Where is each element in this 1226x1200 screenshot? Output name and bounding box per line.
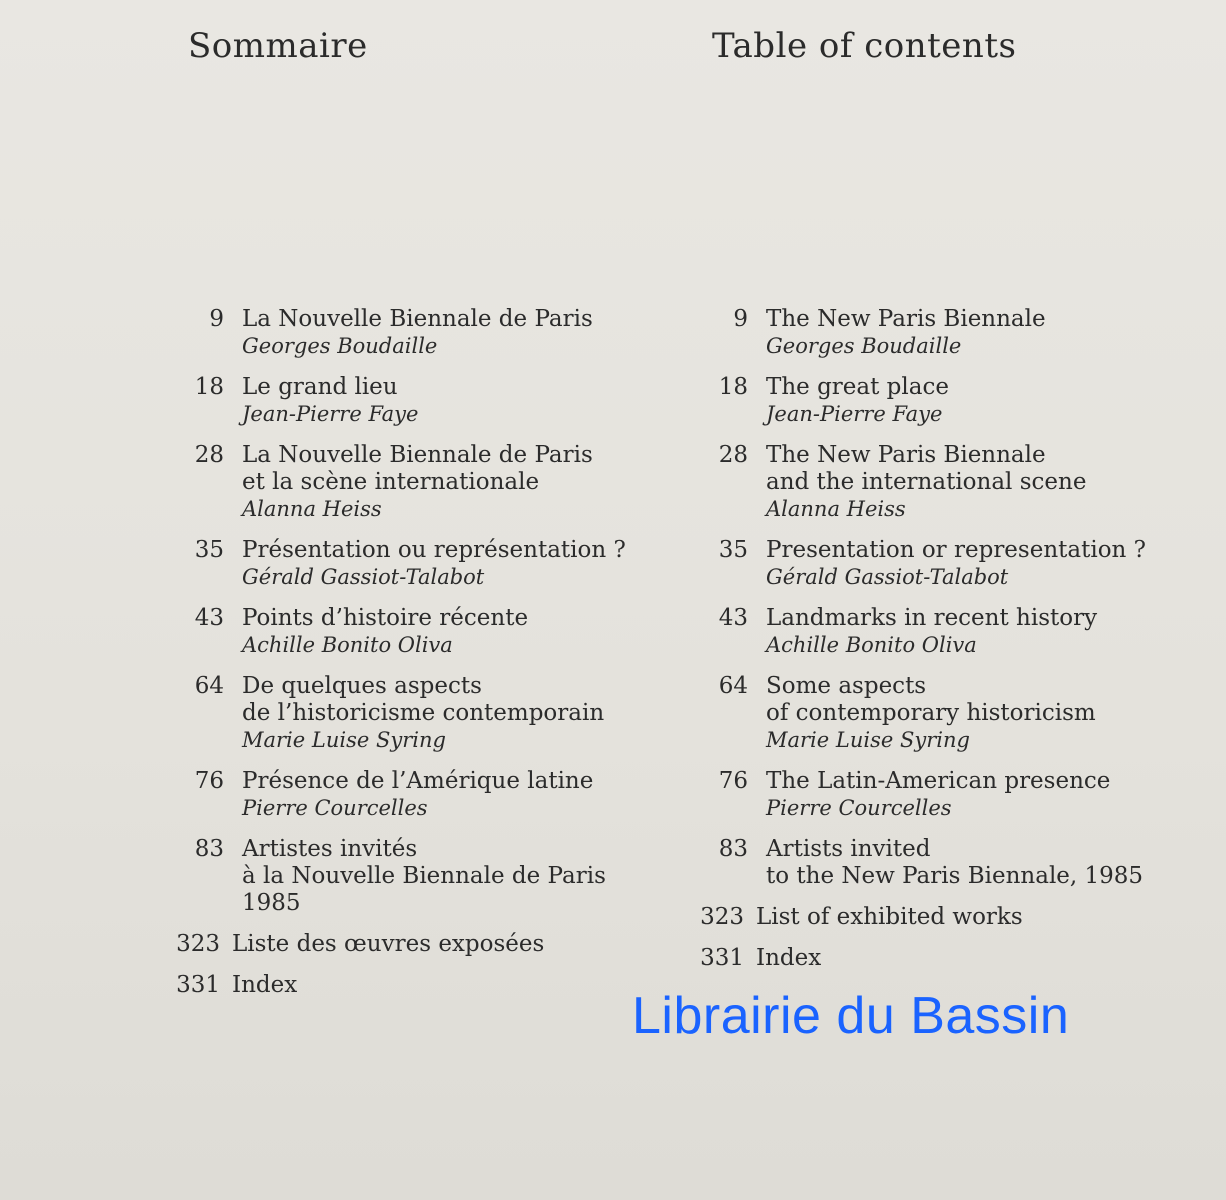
entry-title-line: Some aspects xyxy=(766,673,927,699)
toc-entry xyxy=(170,537,650,591)
toc-entry xyxy=(694,673,1174,754)
entry-body xyxy=(242,836,650,917)
entry-body xyxy=(242,306,650,360)
entry-title-line: Index xyxy=(756,945,822,971)
entry-title-line: to the New Paris Biennale, 1985 xyxy=(766,863,1144,889)
entry-author: Pierre Courcelles xyxy=(766,796,952,820)
entry-author: Alanna Heiss xyxy=(242,497,382,521)
entry-author: Alanna Heiss xyxy=(766,497,906,521)
entry-body xyxy=(766,537,1174,591)
page-number: 18 xyxy=(194,374,224,400)
page-number: 83 xyxy=(718,836,748,862)
entry-body xyxy=(766,374,1174,428)
english-toc-list xyxy=(694,306,1174,986)
entry-author: Gérald Gassiot-Talabot xyxy=(242,565,485,589)
entry-body xyxy=(766,605,1174,659)
entry-body xyxy=(242,537,650,591)
entry-title-line: The great place xyxy=(766,374,949,400)
toc-entry xyxy=(170,673,650,754)
entry-title-line: Le grand lieu xyxy=(242,374,398,400)
entry-title-line: The Latin-American presence xyxy=(766,768,1111,794)
english-toc-title: Table of contents xyxy=(712,26,1017,66)
entry-body xyxy=(756,904,1174,931)
entry-title-line: List of exhibited works xyxy=(756,904,1023,930)
entry-author: Jean-Pierre Faye xyxy=(242,402,419,426)
entry-title-line: De quelques aspects xyxy=(242,673,482,699)
entry-body xyxy=(242,442,650,523)
page-number: 323 xyxy=(176,931,220,957)
entry-title-line: et la scène internationale xyxy=(242,469,540,495)
toc-entry xyxy=(694,537,1174,591)
entry-body xyxy=(766,673,1174,754)
entry-body xyxy=(232,972,650,999)
toc-entry xyxy=(170,931,650,958)
page-number: 28 xyxy=(194,442,224,468)
entry-author: Pierre Courcelles xyxy=(242,796,428,820)
page-number: 76 xyxy=(718,768,748,794)
french-toc-list xyxy=(170,306,650,1013)
entry-author: Achille Bonito Oliva xyxy=(766,633,977,657)
entry-author: Marie Luise Syring xyxy=(766,728,970,752)
entry-title-line: The New Paris Biennale xyxy=(766,306,1046,332)
entry-title-line: Liste des œuvres exposées xyxy=(232,931,545,957)
french-toc-title: Sommaire xyxy=(188,26,368,66)
entry-author: Marie Luise Syring xyxy=(242,728,446,752)
entry-title-line: Artistes invités xyxy=(242,836,418,862)
entry-body xyxy=(766,836,1174,890)
entry-title-line: Index xyxy=(232,972,298,998)
entry-title-line: Présence de l’Amérique latine xyxy=(242,768,594,794)
toc-entry xyxy=(170,836,650,917)
entry-title-line: The New Paris Biennale xyxy=(766,442,1046,468)
page-number: 323 xyxy=(700,904,744,930)
entry-author: Georges Boudaille xyxy=(242,334,438,358)
page-number: 43 xyxy=(194,605,224,631)
entry-author: Gérald Gassiot-Talabot xyxy=(766,565,1009,589)
entry-title-line: de l’historicisme contemporain xyxy=(242,700,605,726)
toc-entry xyxy=(170,972,650,999)
page-number: 18 xyxy=(718,374,748,400)
entry-title-line: Artists invited xyxy=(766,836,931,862)
toc-entry xyxy=(694,836,1174,890)
entry-body xyxy=(766,306,1174,360)
toc-entry xyxy=(170,374,650,428)
entry-body xyxy=(766,442,1174,523)
page-number: 35 xyxy=(718,537,748,563)
toc-entry xyxy=(170,605,650,659)
page-number: 9 xyxy=(209,306,224,332)
entry-title-line: à la Nouvelle Biennale de Paris 1985 xyxy=(242,863,606,916)
entry-author: Jean-Pierre Faye xyxy=(766,402,943,426)
toc-entry xyxy=(170,442,650,523)
toc-entry xyxy=(694,945,1174,972)
page-number: 28 xyxy=(718,442,748,468)
page-number: 35 xyxy=(194,537,224,563)
entry-title-line: of contemporary historicism xyxy=(766,700,1096,726)
entry-title-line: Landmarks in recent history xyxy=(766,605,1098,631)
toc-entry xyxy=(694,374,1174,428)
toc-entry xyxy=(170,306,650,360)
page-number: 83 xyxy=(194,836,224,862)
entry-title-line: Points d’histoire récente xyxy=(242,605,529,631)
toc-entry xyxy=(694,306,1174,360)
page-number: 64 xyxy=(194,673,224,699)
page-number: 43 xyxy=(718,605,748,631)
entry-body xyxy=(242,605,650,659)
entry-body xyxy=(766,768,1174,822)
page-number: 76 xyxy=(194,768,224,794)
page-number: 331 xyxy=(700,945,744,971)
watermark: Librairie du Bassin xyxy=(632,987,1070,1045)
entry-title-line: Presentation or representation ? xyxy=(766,537,1147,563)
toc-entry xyxy=(694,768,1174,822)
toc-entry xyxy=(694,605,1174,659)
entry-body xyxy=(242,673,650,754)
toc-entry xyxy=(694,904,1174,931)
page-number: 9 xyxy=(733,306,748,332)
entry-body xyxy=(232,931,650,958)
toc-entry xyxy=(694,442,1174,523)
entry-title-line: and the international scene xyxy=(766,469,1087,495)
entry-title-line: La Nouvelle Biennale de Paris xyxy=(242,442,593,468)
entry-body xyxy=(242,374,650,428)
entry-title-line: Présentation ou représentation ? xyxy=(242,537,626,563)
page-number: 331 xyxy=(176,972,220,998)
page-number: 64 xyxy=(718,673,748,699)
entry-body xyxy=(242,768,650,822)
entry-title-line: La Nouvelle Biennale de Paris xyxy=(242,306,593,332)
toc-entry xyxy=(170,768,650,822)
entry-body xyxy=(756,945,1174,972)
entry-author: Georges Boudaille xyxy=(766,334,962,358)
entry-author: Achille Bonito Oliva xyxy=(242,633,453,657)
